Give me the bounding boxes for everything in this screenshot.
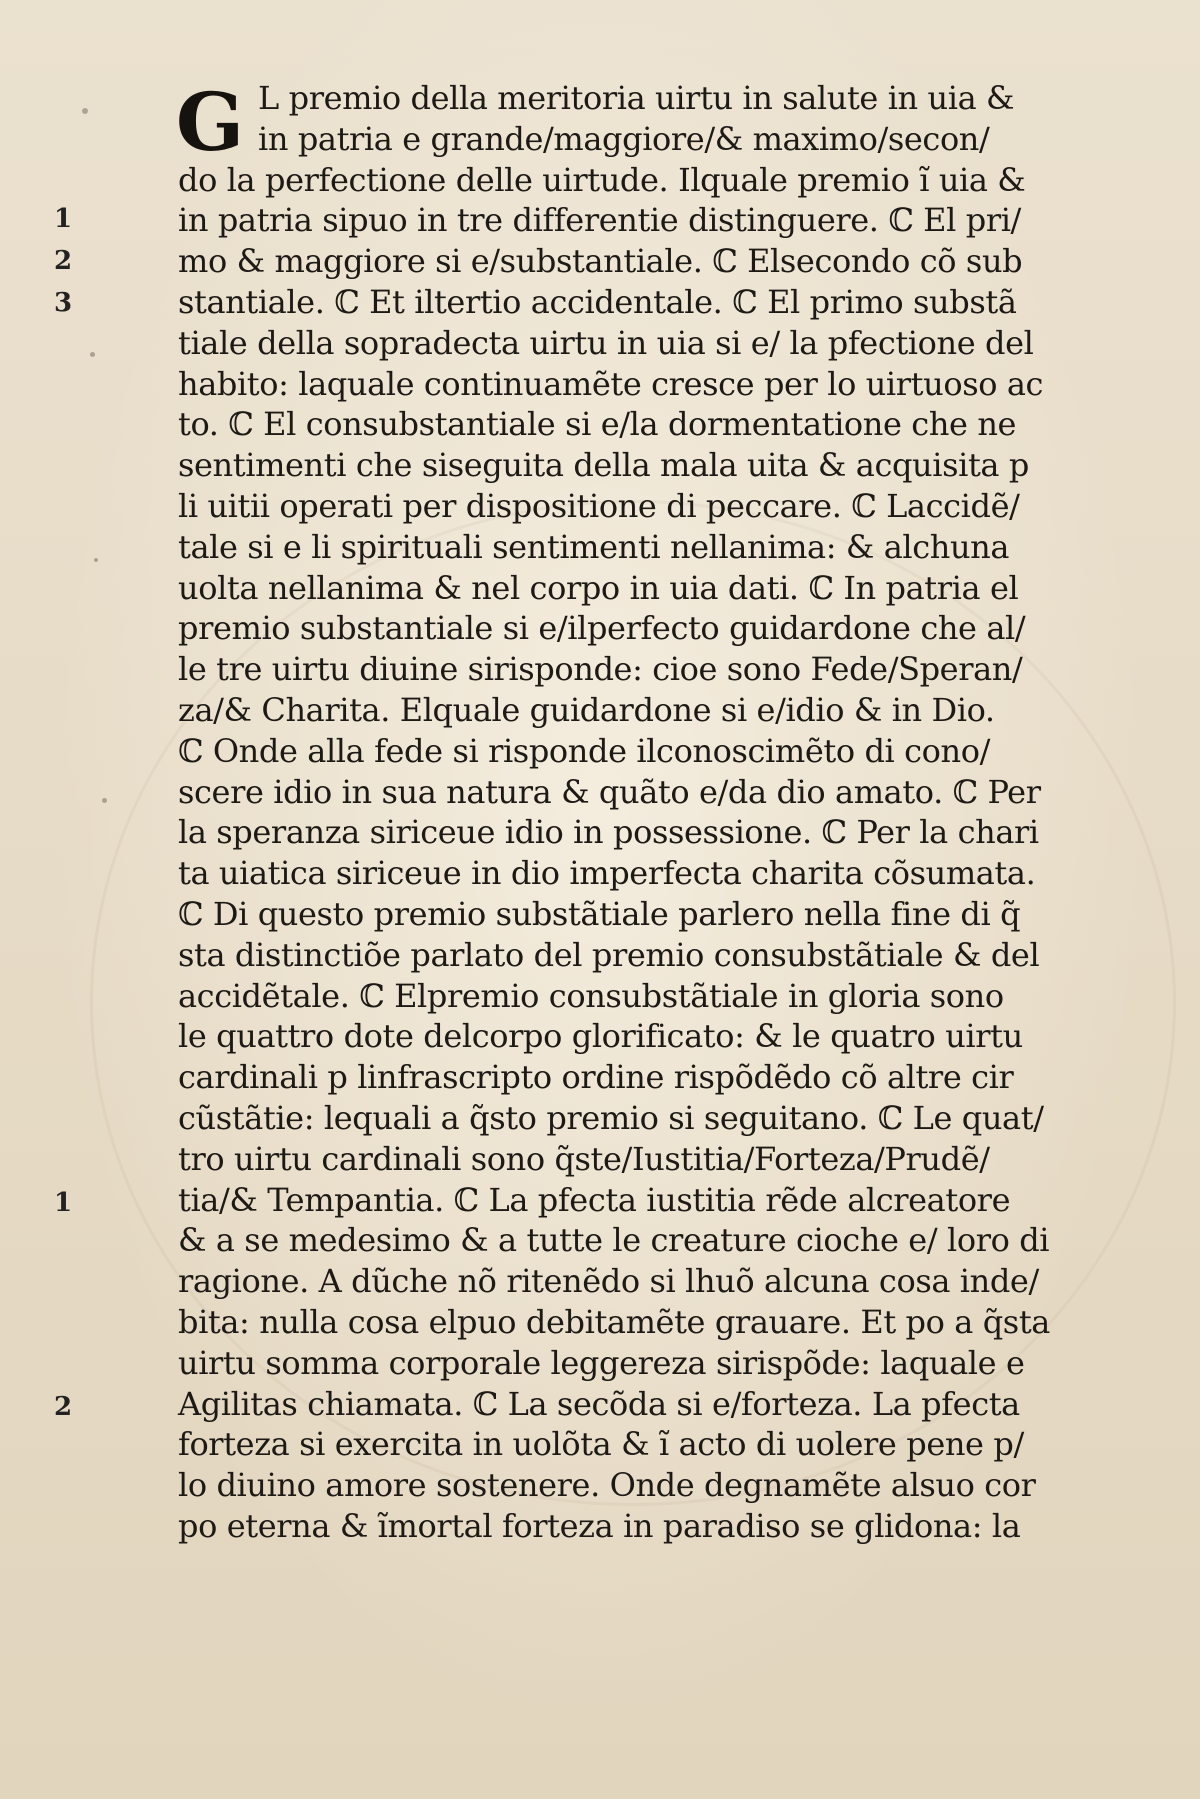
text-line: scere idio in sua natura & quãto e/da dio amato. ℂ Per	[178, 772, 1041, 811]
text-line: sta distinctiõe parlato del premio consubstãtiale & del	[178, 935, 1040, 974]
text-line: L premio della meritoria uirtu in salute in uia &	[258, 79, 1015, 117]
text-line: accidẽtale. ℂ Elpremio consubstãtiale in gloria sono	[178, 976, 1004, 1015]
ink-speck	[90, 352, 95, 357]
text-line: ℂ Onde alla fede si risponde ilconoscimẽto di cono/	[178, 731, 991, 770]
text-line: uirtu somma corporale leggereza sirispõde: laquale e	[178, 1343, 1025, 1382]
text-line: mo & maggiore si e/substantiale. ℂ Elsecondo cõ sub	[178, 242, 1023, 281]
text-line: le quattro dote delcorpo glorificato: & le quatro uirtu	[178, 1017, 1023, 1056]
margin-number: 2	[53, 1392, 73, 1422]
text-line: uolta nellanima & nel corpo in uia dati. ℂ In patria el	[178, 568, 1019, 607]
text-line: bita: nulla cosa elpuo debitamẽte grauare. Et po a q̃sta	[178, 1302, 1050, 1341]
text-line: tiale della sopradecta uirtu in uia si e/ la pfectione del	[178, 323, 1034, 362]
text-line: sentimenti che siseguita della mala uita & acquisita p	[178, 446, 1029, 485]
text-line: za/& Charita. Elquale guidardone si e/idio & in Dio.	[178, 690, 995, 729]
text-line: cũstãtie: lequali a q̃sto premio si seguitano. ℂ Le quat/	[178, 1098, 1044, 1137]
margin-number: 1	[53, 1188, 73, 1218]
ink-speck	[82, 108, 88, 114]
margin-number: 3	[53, 288, 73, 318]
ink-speck	[94, 558, 98, 562]
text-line: in patria sipuo in tre differentie distinguere. ℂ El pri/	[178, 201, 1021, 240]
ink-speck	[102, 798, 107, 803]
text-line: li uitii operati per dispositione di peccare. ℂ Laccidẽ/	[178, 486, 1020, 525]
text-line: tro uirtu cardinali sono q̃ste/Iustitia/Forteza/Prudẽ/	[178, 1139, 990, 1178]
text-line: forteza si exercita in uolõta & ĩ acto di uolere pene p/	[178, 1425, 1024, 1464]
text-line: habito: laquale continuamẽte cresce per lo uirtuoso ac	[178, 364, 1044, 403]
text-line: lo diuino amore sostenere. Onde degnamẽte alsuo cor	[178, 1466, 1036, 1505]
text-line: ragione. A dũche nõ ritenẽdo si lhuõ alcuna cosa inde/	[178, 1262, 1039, 1301]
text-line: tia/& Tempantia. ℂ La pfecta iustitia rẽde alcreatore	[178, 1180, 1011, 1219]
text-line: to. ℂ El consubstantiale si e/la dormentatione che ne	[178, 405, 1017, 444]
text-line: & a se medesimo & a tutte le creature cioche e/ loro di	[178, 1221, 1050, 1260]
text-line: ℂ Di questo premio substãtiale parlero nella fine di q̃	[178, 894, 1021, 933]
text-line: stantiale. ℂ Et iltertio accidentale. ℂ El primo substã	[178, 282, 1017, 321]
text-line: le tre uirtu diuine sirisponde: cioe sono Fede/Speran/	[178, 650, 1023, 689]
margin-number: 1	[53, 204, 73, 234]
text-line: ta uiatica siriceue in dio imperfecta charita cõsumata.	[178, 854, 1036, 893]
text-line: premio substantiale si e/ilperfecto guidardone che al/	[178, 609, 1026, 648]
text-line: la speranza siriceue idio in possessione. ℂ Per la chari	[178, 813, 1039, 852]
text-line: in patria e grande/maggiore/& maximo/secon/	[258, 119, 990, 158]
text-block	[175, 75, 1058, 1547]
drop-cap: G	[175, 75, 245, 169]
text-line: Agilitas chiamata. ℂ La secõda si e/forteza. La pfecta	[178, 1384, 1020, 1423]
text-line: po eterna & ĩmortal forteza in paradiso se glidona: la	[178, 1506, 1021, 1545]
text-line: tale si e li spirituali sentimenti nellanima: & alchuna	[178, 527, 1010, 566]
text-line: do la perfectione delle uirtude. Ilquale premio ĩ uia &	[178, 160, 1026, 199]
margin-number: 2	[53, 246, 73, 276]
text-line: cardinali p linfrascripto ordine rispõdẽdo cõ altre cir	[178, 1058, 1014, 1097]
